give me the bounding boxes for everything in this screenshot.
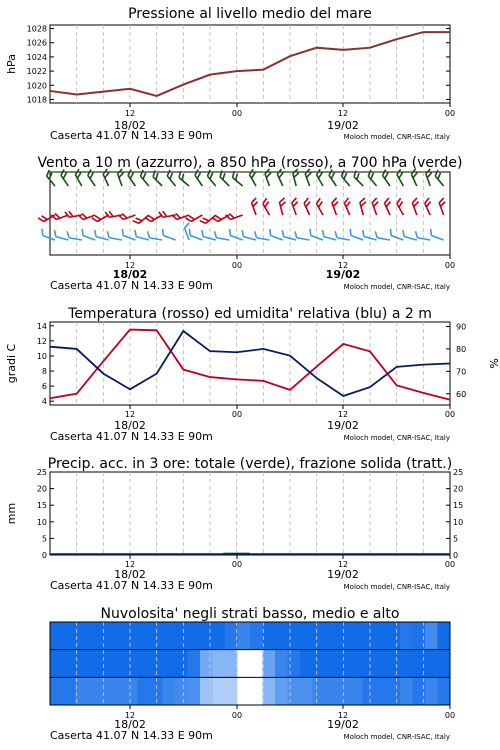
cloud-cell-alto (375, 622, 388, 650)
cloud-cell-medio (375, 650, 388, 678)
cloud-cell-basso (63, 677, 76, 705)
location-label: Caserta 41.07 N 14.33 E 90m (50, 129, 213, 142)
date-label: 18/02 (112, 268, 148, 281)
cloud-cell-medio (400, 650, 413, 678)
cloud-cell-medio (63, 650, 76, 678)
cloud-cell-medio (250, 650, 263, 678)
wind-barb-700hpa (177, 171, 193, 186)
cloud-cell-alto (300, 622, 313, 650)
wind-barb-700hpa (425, 169, 436, 186)
wind-barb-700hpa (218, 170, 234, 186)
y-tick-label-right: 20 (453, 484, 464, 494)
y-tick-label: 5 (41, 534, 47, 544)
model-credit: Moloch model, CNR-ISAC, Italy (343, 133, 450, 141)
y-tick-label: 0 (41, 551, 47, 560)
cloud-cell-alto (163, 622, 176, 650)
y-tick-label: 1028 (26, 24, 47, 34)
cloud-cell-basso (350, 677, 363, 705)
wind-barb-10m (161, 229, 178, 240)
panel-title: Vento a 10 m (azzurro), a 850 hPa (rosso), a 700 hPa (verde) (37, 155, 463, 171)
x-tick-label: 12 (124, 711, 136, 720)
cloud-cell-alto (425, 622, 438, 650)
x-tick-label: 00 (444, 410, 456, 419)
plot-frame (50, 322, 450, 405)
cloud-cell-basso (88, 677, 101, 705)
y-tick-label-right: 5 (453, 534, 459, 544)
cloud-cell-alto (213, 622, 226, 650)
cloud-cell-medio (263, 650, 276, 678)
y-tick-label: 1026 (26, 38, 47, 48)
cloud-cell-alto (275, 622, 288, 650)
wind-barb-850hpa (383, 198, 395, 215)
cloud-cell-medio (275, 650, 288, 678)
cloud-cell-medio (325, 650, 338, 678)
cloud-cell-basso (175, 677, 188, 705)
x-tick-label: 00 (444, 261, 456, 270)
cloud-cell-alto (238, 622, 251, 650)
y-tick-label: 1018 (26, 95, 47, 105)
wind-barb-850hpa (279, 198, 289, 215)
cloud-cell-basso (400, 677, 413, 705)
cloud-cell-medio (113, 650, 126, 678)
location-label: Caserta 41.07 N 14.33 E 90m (50, 430, 213, 443)
x-tick-label: 12 (124, 261, 136, 270)
date-label: 18/02 (114, 119, 146, 132)
y-tick-label-right: 90 (456, 322, 467, 332)
cloud-cell-medio (200, 650, 213, 678)
y-tick-label: 6 (41, 382, 47, 392)
cloud-cell-medio (425, 650, 438, 678)
wind-barb-850hpa (423, 198, 435, 215)
wind-barb-700hpa (151, 170, 167, 186)
panel-title: Nuvolosita' negli strati basso, medio e alto (100, 606, 400, 622)
wind-barb-700hpa (264, 169, 275, 186)
x-tick-label: 12 (337, 410, 349, 419)
wind-barb-700hpa (117, 169, 128, 186)
cloud-cell-alto (363, 622, 376, 650)
wind-barb-850hpa (331, 198, 342, 215)
location-label: Caserta 41.07 N 14.33 E 90m (50, 279, 213, 292)
model-credit: Moloch model, CNR-ISAC, Italy (343, 434, 450, 442)
x-tick-label: 12 (337, 261, 349, 270)
cloud-cell-medio (163, 650, 176, 678)
cloud-cell-alto (313, 622, 326, 650)
x-tick-label: 00 (231, 711, 243, 720)
cloud-cell-basso (138, 677, 151, 705)
panel-title: Precip. acc. in 3 ore: totale (verde), frazione solida (tratt.) (47, 456, 453, 472)
cloud-cell-alto (88, 622, 101, 650)
cloud-cell-medio (438, 650, 451, 678)
cloud-cell-alto (388, 622, 401, 650)
x-tick-label: 12 (124, 410, 136, 419)
cloud-cell-alto (125, 622, 138, 650)
wind-barb-10m (414, 231, 431, 240)
cloud-cell-alto (338, 622, 351, 650)
cloud-cell-alto (188, 622, 201, 650)
wind-barb-10m (66, 231, 83, 240)
cloud-cell-basso (288, 677, 301, 705)
wind-barb-10m (429, 229, 446, 240)
wind-barb-10m (106, 231, 123, 240)
cloud-cell-basso (213, 677, 226, 705)
panel-title: Pressione al livello medio del mare (128, 6, 372, 22)
cloud-cell-basso (388, 677, 401, 705)
y-tick-label: 15 (36, 501, 47, 511)
x-tick-label: 00 (444, 560, 456, 569)
date-label: 19/02 (325, 268, 361, 281)
location-label: Caserta 41.07 N 14.33 E 90m (50, 579, 213, 592)
y-tick-label: 1020 (26, 81, 47, 91)
cloud-cell-alto (63, 622, 76, 650)
cloud-cell-medio (313, 650, 326, 678)
cloud-cell-basso (163, 677, 176, 705)
cloud-cell-basso (313, 677, 326, 705)
x-tick-label: 12 (337, 560, 349, 569)
y-tick-label-right: 15 (453, 501, 464, 511)
wind-barb-850hpa (371, 198, 382, 215)
y-tick-label: 14 (36, 321, 47, 331)
cloud-cell-basso (438, 677, 451, 705)
cloud-cell-alto (113, 622, 126, 650)
wind-barb-850hpa (438, 198, 449, 215)
cloud-cell-medio (100, 650, 113, 678)
cloud-cell-medio (300, 650, 313, 678)
x-tick-label: 12 (337, 109, 349, 118)
cloud-cell-medio (138, 650, 151, 678)
date-label: 18/02 (114, 718, 146, 731)
y-tick-label: 12 (36, 336, 47, 346)
x-tick-label: 00 (231, 261, 243, 270)
date-label: 18/02 (114, 568, 146, 581)
location-label: Caserta 41.07 N 14.33 E 90m (50, 729, 213, 742)
model-credit: Moloch model, CNR-ISAC, Italy (343, 583, 450, 591)
x-tick-label: 12 (124, 560, 136, 569)
y-tick-label-right: 0 (453, 551, 459, 560)
y-tick-label-right: 25 (453, 468, 464, 477)
cloud-cell-basso (125, 677, 138, 705)
cloud-cell-alto (438, 622, 451, 650)
y-axis-label: mm (5, 502, 18, 525)
x-tick-label: 12 (337, 711, 349, 720)
cloud-cell-alto (225, 622, 238, 650)
cloud-cell-medio (125, 650, 138, 678)
cloud-cell-basso (425, 677, 438, 705)
y-axis-label: gradi C (5, 343, 18, 384)
cloud-cell-alto (400, 622, 413, 650)
y-axis-label: hPa (5, 54, 18, 74)
cloud-cell-basso (375, 677, 388, 705)
panel-title: Temperatura (rosso) ed umidita' relativa (blu) a 2 m (68, 306, 432, 322)
date-label: 19/02 (327, 419, 359, 432)
cloud-cell-basso (238, 677, 251, 705)
y-tick-label-right: 10 (453, 517, 464, 527)
cloud-cell-alto (50, 622, 63, 650)
cloud-cell-basso (300, 677, 313, 705)
cloud-cell-medio (188, 650, 201, 678)
cloud-cell-alto (100, 622, 113, 650)
wind-barb-10m (254, 231, 271, 240)
y-tick-label: 8 (41, 367, 47, 377)
x-tick-label: 12 (124, 109, 136, 118)
y-axis-label-right: % (487, 358, 500, 369)
plot-frame (50, 472, 450, 555)
y-tick-label: 1024 (26, 52, 47, 62)
cloud-cell-basso (275, 677, 288, 705)
wind-barb-10m (213, 231, 230, 240)
cloud-cell-medio (288, 650, 301, 678)
cloud-cell-basso (263, 677, 276, 705)
date-label: 19/02 (327, 718, 359, 731)
wind-barb-10m (146, 231, 163, 240)
x-tick-label: 00 (231, 109, 243, 118)
cloud-cell-medio (88, 650, 101, 678)
cloud-cell-medio (363, 650, 376, 678)
wind-barb-850hpa (303, 198, 315, 215)
x-tick-label: 00 (231, 560, 243, 569)
y-tick-label: 20 (36, 484, 47, 494)
cloud-cell-medio (50, 650, 63, 678)
cloud-cell-alto (350, 622, 363, 650)
date-label: 19/02 (327, 119, 359, 132)
cloud-cell-medio (338, 650, 351, 678)
cloud-cell-basso (200, 677, 213, 705)
wind-barb-850hpa (395, 198, 408, 215)
cloud-cell-basso (250, 677, 263, 705)
y-tick-label-right: 60 (456, 389, 467, 399)
cloud-cell-basso (100, 677, 113, 705)
y-tick-label: 25 (36, 468, 47, 477)
y-tick-label-right: 80 (456, 344, 467, 354)
wind-barb-700hpa (352, 170, 368, 186)
wind-barb-850hpa (291, 198, 302, 215)
model-credit: Moloch model, CNR-ISAC, Italy (343, 283, 450, 291)
cloud-cell-basso (325, 677, 338, 705)
x-tick-label: 00 (444, 711, 456, 720)
cloud-cell-alto (263, 622, 276, 650)
wind-barb-10m (374, 231, 391, 240)
wind-barb-700hpa (230, 171, 246, 186)
cloud-cell-alto (138, 622, 151, 650)
temperature-line (50, 330, 450, 400)
cloud-cell-medio (350, 650, 363, 678)
cloud-cell-basso (188, 677, 201, 705)
y-tick-label-right: 70 (456, 367, 467, 377)
cloud-cell-alto (250, 622, 263, 650)
wind-barb-10m (294, 231, 311, 240)
y-tick-label: 10 (36, 351, 47, 361)
cloud-cell-basso (363, 677, 376, 705)
cloud-cell-alto (200, 622, 213, 650)
cloud-cell-basso (338, 677, 351, 705)
cloud-cell-medio (238, 650, 251, 678)
cloud-cell-alto (175, 622, 188, 650)
wind-barb-850hpa (359, 198, 369, 215)
cloud-cell-basso (50, 677, 63, 705)
cloud-cell-medio (225, 650, 238, 678)
x-tick-label: 00 (444, 109, 456, 118)
cloud-cell-medio (388, 650, 401, 678)
cloud-cell-basso (113, 677, 126, 705)
humidity-line (50, 331, 450, 396)
y-tick-label: 10 (36, 517, 47, 527)
pressure-line (50, 32, 450, 96)
model-credit: Moloch model, CNR-ISAC, Italy (343, 733, 450, 741)
cloud-cell-alto (325, 622, 338, 650)
y-tick-label: 1022 (26, 67, 47, 77)
wind-barb-10m (334, 231, 351, 240)
x-tick-label: 00 (231, 410, 243, 419)
wind-barb-850hpa (343, 198, 355, 215)
cloud-cell-medio (213, 650, 226, 678)
cloud-cell-medio (175, 650, 188, 678)
cloud-cell-alto (288, 622, 301, 650)
y-tick-label: 4 (41, 397, 47, 407)
date-label: 18/02 (114, 419, 146, 432)
wind-barb-850hpa (251, 198, 262, 215)
date-label: 19/02 (327, 568, 359, 581)
cloud-cell-basso (225, 677, 238, 705)
wind-barb-850hpa (411, 198, 422, 215)
wind-barb-700hpa (304, 169, 315, 186)
